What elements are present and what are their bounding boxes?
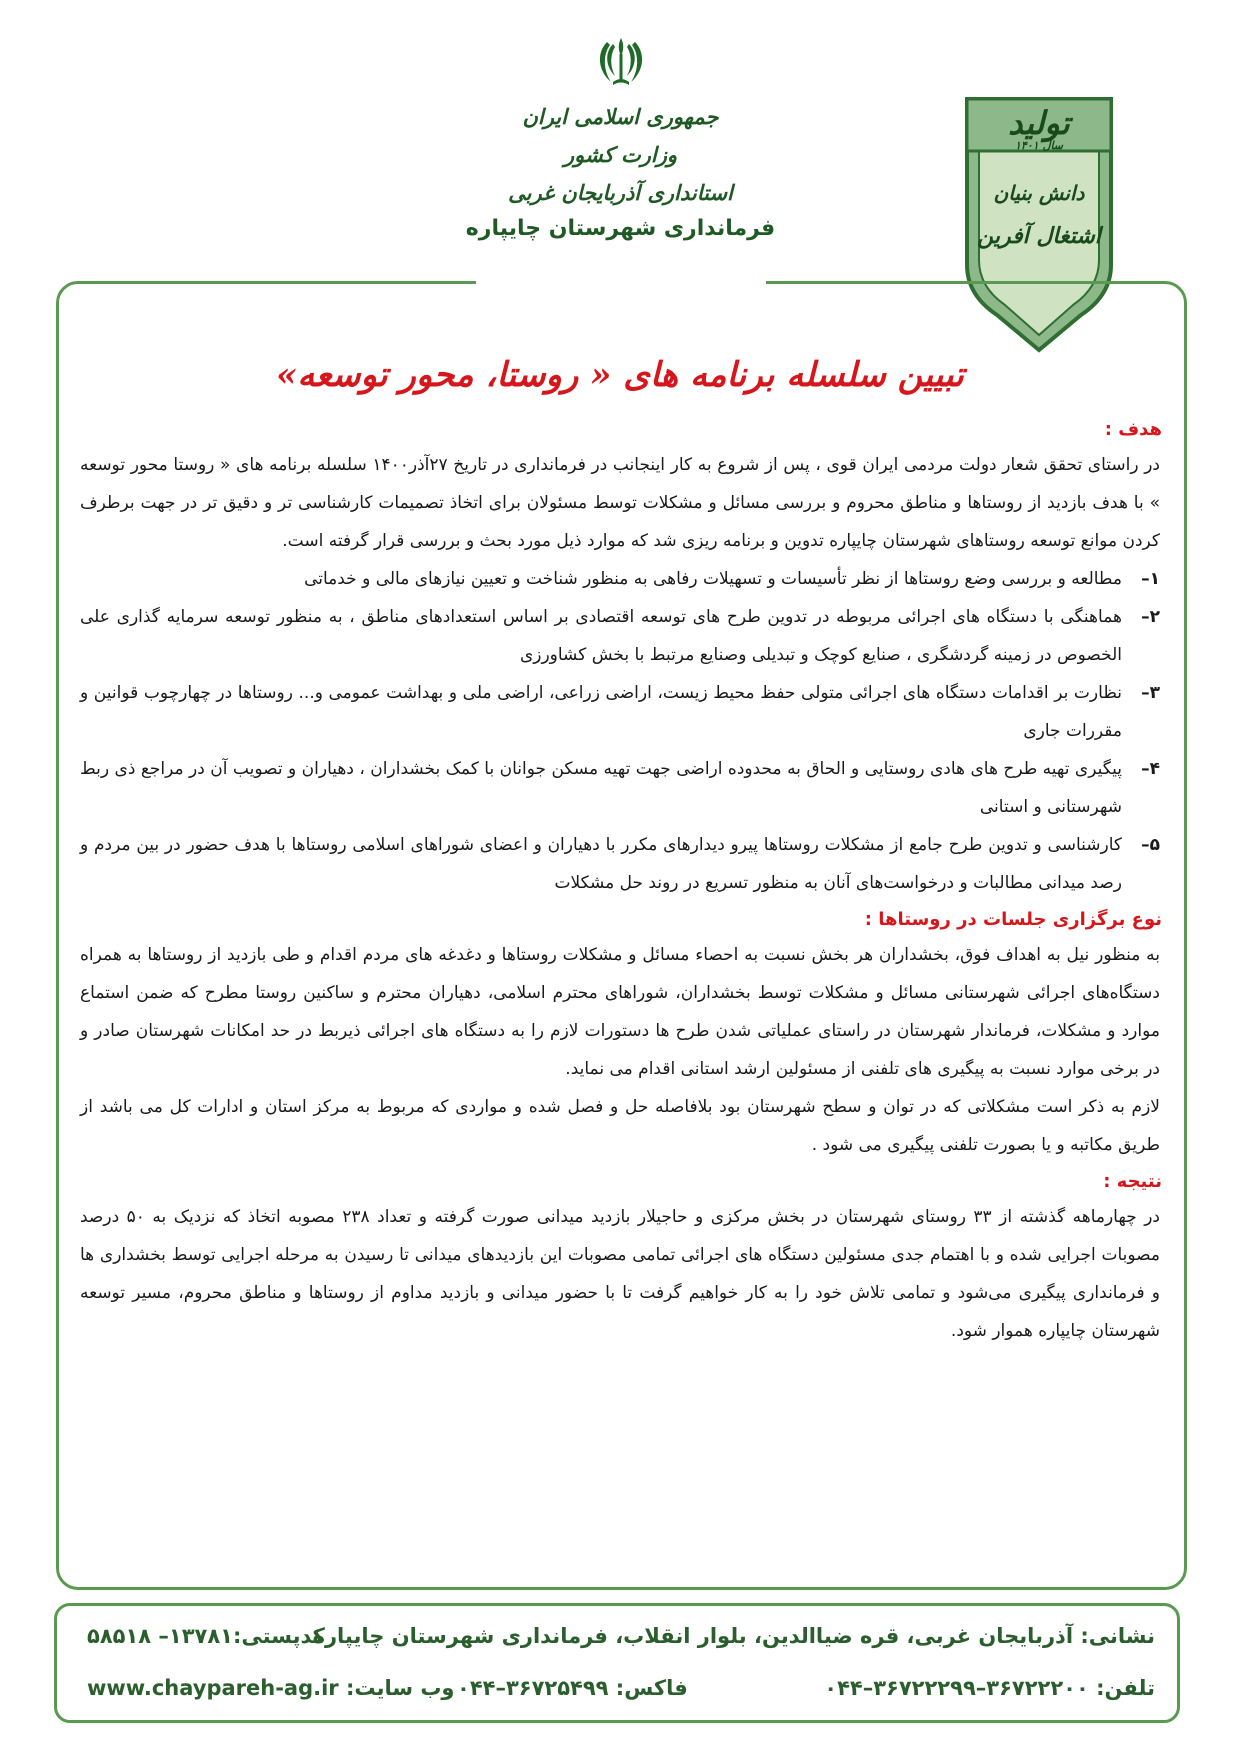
list-item-number: ۴– bbox=[1141, 759, 1160, 779]
sessions-paragraph-2: لازم به ذکر است مشکلاتی که در توان و سطح شهرستان بود بلافاصله حل و فصل شده و مواردی که مربوط به مرکز استان و ادارات کل می باشد از طریق مکاتبه و یا بصورت تلفنی پیگیری می شود . bbox=[80, 1097, 1160, 1155]
badge-title: تولید bbox=[1008, 104, 1070, 142]
list-item-text: کارشناسی و تدوین طرح جامع از مشکلات روستاها پیرو دیدارهای مکرر با دهیاران و اعضای شوراهای اسلامی روستاها با هدف حضور در بین مردم و رصد میدانی مطالبات و درخواست‌های آنان به منظور تسریع در روند حل مشکلات bbox=[80, 835, 1122, 893]
badge-line2: اشتغال آفرین bbox=[977, 223, 1101, 249]
footer-postal-code: کدپستی:۱۳۷۸۱– ۵۸۵۱۸ bbox=[87, 1624, 325, 1648]
list-item-text: هماهنگی با دستگاه های اجرائی مربوطه در تدوین طرح های توسعه اقتصادی بر اساس استعدادهای مناطق ، به منظور توسعه سرمایه گذاری علی الخصوص در زمینه گردشگری ، صنایع کوچک و تبدیلی وصنایع مرتبط با بخش کشاورزی bbox=[80, 607, 1122, 665]
document-title: تبیین سلسله برنامه های « روستا، محور توسعه» bbox=[276, 355, 964, 395]
goal-list bbox=[70, 560, 1170, 902]
frame-title-gap bbox=[476, 272, 766, 292]
footer-website-label: وب سایت: bbox=[345, 1676, 455, 1700]
list-item bbox=[70, 560, 1170, 598]
list-item-number: ۵– bbox=[1141, 835, 1160, 855]
list-item-number: ۲– bbox=[1141, 607, 1160, 627]
province-office: استانداری آذربایجان غربی bbox=[508, 180, 733, 205]
footer-website-row bbox=[87, 1676, 455, 1700]
list-item-number: ۱– bbox=[1141, 569, 1160, 589]
goal-paragraph: در راستای تحقق شعار دولت مردمی ایران قوی ، پس از شروع به کار اینجانب در فرمانداری در تاریخ ۲۷آذر۱۴۰۰ سلسله برنامه های « روستا محور توسعه » با هدف بازدید از روستاها و مناطق محروم و بررسی مسائل و مشکلات توسط مسئولان برای اتخاذ تصمیمات کارشناسی تر و دقیق تر در جهت برطرف کردن موانع توسعه روستاهای شهرستان چایپاره تدوین و برنامه ریزی شد که موارد ذیل مورد بحث و بررسی قرار گرفته است. bbox=[80, 455, 1160, 551]
badge-year: سال ۱۴۰۱ bbox=[1014, 139, 1064, 152]
footer-fax: فاکس: ۳۶۷۲۵۴۹۹–۰۴۴ bbox=[457, 1676, 688, 1700]
list-item-text: پیگیری تهیه طرح های هادی روستایی و الحاق به محدوده اراضی جهت تهیه مسکن جوانان با کمک بخشداران ، دهیاران و تصویب آن در مراجع ذی ربط شهرستانی و استانی bbox=[80, 759, 1122, 817]
list-item bbox=[70, 598, 1170, 674]
ministry-name: وزارت کشور bbox=[563, 142, 678, 167]
badge-line1: دانش بنیان bbox=[993, 181, 1085, 205]
list-item bbox=[70, 674, 1170, 750]
list-item-text: نظارت بر اقدامات دستگاه های اجرائی متولی حفظ محیط زیست، اراضی زراعی، اراضی ملی و بهداشت عمومی و... روستاها در چهارچوب قوانین و مقررات جاری bbox=[80, 683, 1122, 741]
result-paragraph: در چهارماهه گذشته از ۳۳ روستای شهرستان در بخش مرکزی و حاجیلار بازدید میدانی صورت گرفته و تعداد ۲۳۸ مصوبه اتخاذ که نزدیک به ۵۰ درصد مصوبات اجرایی شده و با اهتمام جدی مسئولین دستگاه های اجرائی تمامی مصوبات این بازدیدهای میدانی تا رسیدن به مرحله اجرایی توسط بخشداری ها و فرمانداری پیگیری می‌شود و تمامی تلاش خود را به کار خواهیم گرفت تا با حضور میدانی و بازدید مداوم از روستاها و مناطق محروم، مسیر توسعه شهرستان چایپاره هموار شود. bbox=[80, 1207, 1160, 1341]
list-item bbox=[70, 826, 1170, 902]
sessions-heading: نوع برگزاری جلسات در روستاها : bbox=[864, 909, 1162, 930]
result-heading: نتیجه : bbox=[1103, 1171, 1162, 1192]
footer-address: نشانی: آذربایجان غربی، قره ضیاالدین، بلوار انقلاب، فرمانداری شهرستان چایپاره bbox=[312, 1624, 1155, 1648]
list-item-number: ۳– bbox=[1141, 683, 1160, 703]
country-name: جمهوری اسلامی ایران bbox=[522, 104, 719, 129]
iran-emblem-icon bbox=[591, 30, 651, 90]
document-body bbox=[70, 350, 1170, 1350]
list-item bbox=[70, 750, 1170, 826]
list-item-text: مطالعه و بررسی وضع روستاها از نظر تأسیسات و تسهیلات رفاهی به منظور شناخت و تعیین نیازهای مالی و خدماتی bbox=[304, 569, 1122, 589]
county-governorate: فرمانداری شهرستان چایپاره bbox=[465, 216, 776, 241]
footer-phone: تلفن: ۳۶۷۲۲۲۰۰–۳۶۷۲۲۲۹۹–۰۴۴ bbox=[824, 1676, 1155, 1700]
sessions-paragraph-1: به منظور نیل به اهداف فوق، بخشداران هر بخش نسبت به احصاء مسائل و مشکلات روستاها و دغدغه های مردم اقدام و طی بازدید از روستاها به همراه دستگاه‌های اجرائی شهرستانی مسائل و مشکلات توسط بخشداران، شوراهای محترم اسلامی، دهیاران محترم و ساکنین روستا مطرح که ضمن استماع موارد و مشکلات، فرماندار شهرستان در راستای عملیاتی شدن طرح ها دستورات لازم را به دستگاه های اجرائی ذیربط در حد امکانات شهرستان صادر و در برخی موارد نسبت به پیگیری های تلفنی از مسئولین ارشد استانی اقدام می نماید. bbox=[80, 945, 1160, 1079]
goal-heading: هدف : bbox=[1104, 419, 1162, 440]
footer-website-link[interactable]: www.chaypareh-ag.ir bbox=[87, 1676, 339, 1700]
footer-contact bbox=[54, 1603, 1180, 1723]
